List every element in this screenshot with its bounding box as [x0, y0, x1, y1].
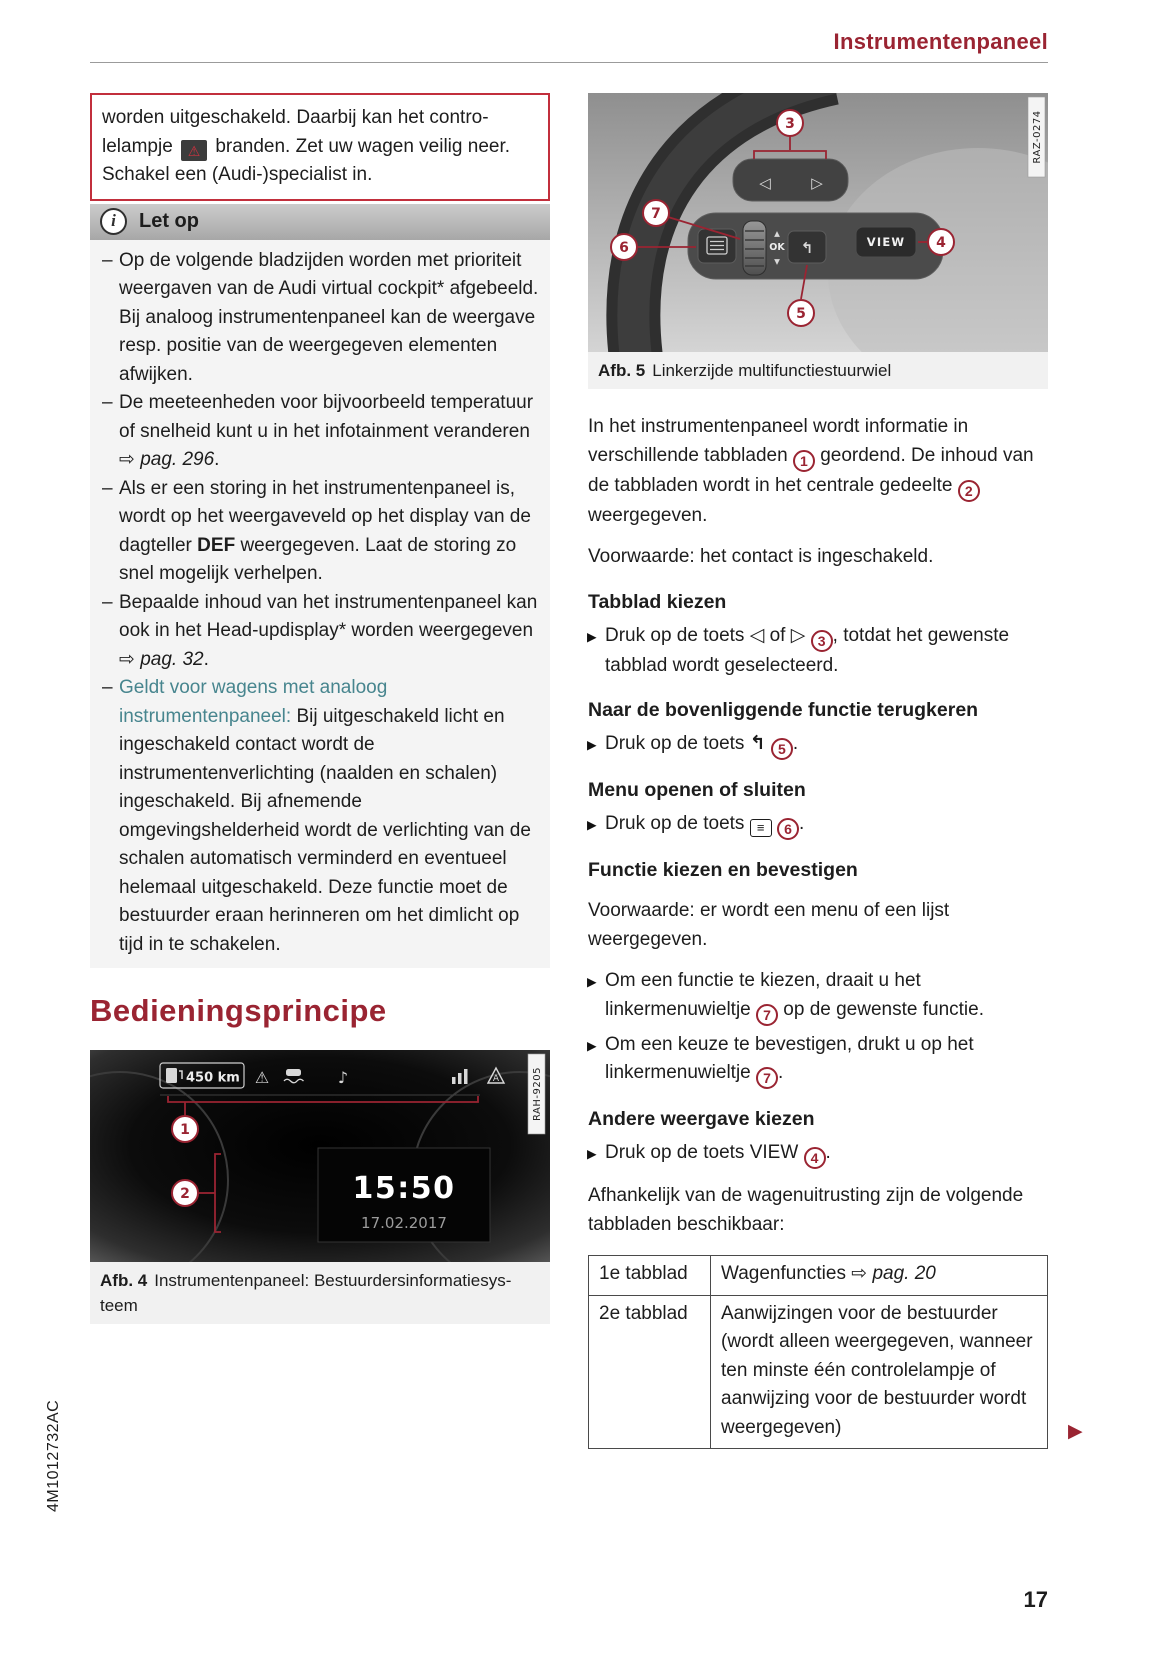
- fuel-range-value: 450 km: [186, 1070, 240, 1086]
- callout-ref-7: 7: [756, 1004, 778, 1026]
- document-code: 4M1012732AC: [45, 1399, 62, 1512]
- note-title: Let op: [139, 210, 199, 233]
- tab-right-key-icon: ▷: [790, 624, 806, 646]
- callout-6: [611, 234, 637, 260]
- clock-date: 17.02.2017: [361, 1214, 447, 1232]
- svg-text:3: 3: [785, 116, 795, 132]
- callout-5: [788, 300, 814, 326]
- right-column: [588, 93, 1048, 1449]
- note-item: – Als er een storing in het instrumentenpaneel is, wordt op het weergaveveld op het display van de dagteller DEF weergegeven. Laat de storing zo snel mogelijk verhelpen.: [102, 475, 540, 589]
- image-code-label: [1028, 97, 1045, 177]
- continuation-marker: ▶: [1068, 1421, 1083, 1442]
- svg-text:1: 1: [180, 1122, 190, 1138]
- heading-view: Andere weergave kiezen: [588, 1108, 815, 1130]
- table-row: [589, 1295, 1048, 1449]
- analog-panel-lead: Geldt voor wagens met analoog instrumentenpaneel:: [119, 677, 388, 727]
- figure-5-label: Afb. 5: [598, 361, 646, 380]
- svg-text:↰: ↰: [800, 239, 814, 257]
- instruction-menu: ▶ Druk op de toets ≡ 6 .: [588, 810, 1048, 840]
- condition-menu: Voorwaarde: er wordt een menu of een lijst weergegeven.: [588, 900, 950, 950]
- instruction-select-1: ▶ Om een functie te kiezen, draait u het linkermenuwieltje 7 op de gewenste functie.: [588, 967, 1048, 1026]
- figure-5-image: [588, 93, 1048, 352]
- tabs-table: [588, 1255, 1048, 1449]
- wheel-down-arrow: ▼: [774, 257, 780, 266]
- table-cell-value: Wagenfuncties ⇨ pag. 20: [711, 1256, 1048, 1296]
- warning-lamp-icon: ⚠: [181, 140, 207, 161]
- instruction-view: ▶ Druk op de toets VIEW 4 .: [588, 1139, 1048, 1169]
- tabs-intro: Afhankelijk van de wagenuitrusting zijn de volgende tabbladen beschikbaar:: [588, 1185, 1024, 1235]
- menu-button: [698, 229, 736, 263]
- svg-text:A: A: [492, 1074, 500, 1084]
- callout-4: [928, 229, 954, 255]
- svg-text:RAZ-0274: RAZ-0274: [1032, 110, 1043, 164]
- chapter-title: Instrumentenpaneel: [833, 29, 1048, 54]
- svg-text:6: 6: [619, 240, 629, 256]
- header-rule: [90, 62, 1048, 63]
- tab-left-button: ◁: [759, 174, 771, 192]
- left-thumbwheel: [743, 221, 766, 275]
- callout-ref-1: 1: [793, 450, 815, 472]
- back-key-icon: ↰: [749, 733, 766, 754]
- info-icon: i: [100, 208, 127, 235]
- heading-menu: Menu openen of sluiten: [588, 779, 806, 801]
- warning-text-after: branden. Zet uw wagen veilig neer. Schakel een (Audi-)specialist in.: [102, 135, 511, 185]
- callout-3: [777, 110, 803, 136]
- note-item: – Geldt voor wagens met analoog instrumentenpaneel: Bij uitgeschakeld licht en ingeschakeld contact wordt de instrumentenverlichting (naalden en schalen) ingeschakeld. Bij afnemende omgevingshelderheid wordt de verlichting van de schalen automatisch verminderd en eventueel helemaal uitgeschakeld. Deze functie moet de bestuurder eraan herinneren om het dimlicht op tijd in te schakelen.: [102, 674, 540, 959]
- svg-text:RAH-9205: RAH-9205: [532, 1067, 543, 1121]
- warning-triangle-icon: ⚠: [254, 1068, 270, 1087]
- note-header: [90, 204, 550, 240]
- def-indicator: DEF: [197, 534, 236, 556]
- table-cell-label: 1e tabblad: [589, 1256, 711, 1296]
- instrument-cluster-illustration: [90, 1050, 550, 1262]
- callout-ref-7: 7: [756, 1067, 778, 1089]
- tab-right-button: ▷: [811, 174, 823, 192]
- svg-text:VIEW: VIEW: [866, 235, 906, 249]
- svg-text:5: 5: [796, 306, 806, 322]
- page-reference: pag. 296: [140, 449, 215, 470]
- svg-text:7: 7: [651, 206, 661, 222]
- tab-left-key-icon: ◁: [749, 624, 765, 646]
- table-row: [589, 1256, 1048, 1296]
- note-body: [90, 240, 550, 969]
- section-title: Bedieningsprincipe: [90, 993, 387, 1028]
- ok-label: OK: [769, 242, 785, 253]
- heading-choose-tab: Tabblad kiezen: [588, 590, 727, 613]
- instruction-choose-tab: ▶ Druk op de toets ◁ of ▷ 3 , totdat het gewenste tabblad wordt geselecteerd.: [588, 622, 1048, 681]
- heading-back: Naar de bovenliggende functie terugkeren: [588, 699, 979, 721]
- svg-text:4: 4: [936, 235, 946, 251]
- condition-contact: Voorwaarde: het contact is ingeschakeld.: [588, 546, 934, 567]
- figure-4-label: Afb. 4: [100, 1271, 148, 1290]
- callout-ref-4: 4: [804, 1147, 826, 1169]
- note-item: – Bepaalde inhoud van het instrumentenpaneel kan ook in het Head-updisplay* worden weergegeven ⇨ pag. 32.: [102, 589, 540, 675]
- tab-buttons-panel: [733, 159, 848, 201]
- back-button: [788, 231, 826, 263]
- instruction-select-2: ▶ Om een keuze te bevestigen, drukt u op het linkermenuwieltje 7 .: [588, 1031, 1048, 1090]
- figure-4-image: [90, 1050, 550, 1262]
- menu-key-icon: ≡: [750, 819, 772, 837]
- page-number: 17: [1023, 1587, 1048, 1612]
- callout-ref-5: 5: [771, 738, 793, 760]
- callout-ref-2: 2: [958, 480, 980, 502]
- callout-1: [172, 1116, 198, 1142]
- callout-7: [643, 200, 669, 226]
- clock-time: 15:50: [352, 1171, 456, 1206]
- page-reference: pag. 32: [140, 648, 204, 670]
- wheel-up-arrow: ▲: [774, 229, 780, 238]
- warning-box: [90, 93, 550, 201]
- heading-select: Functie kiezen en bevestigen: [588, 859, 858, 881]
- callout-ref-6: 6: [777, 818, 799, 840]
- callout-2: [172, 1180, 198, 1206]
- steering-wheel-illustration: [588, 93, 1048, 352]
- page-reference: pag. 20: [872, 1263, 936, 1284]
- instruction-back: ▶ Druk op de toets ↰ 5 .: [588, 730, 1048, 760]
- figure-5-caption: Afb. 5 Linkerzijde multifunctiestuurwiel: [588, 352, 1048, 389]
- left-column: [90, 93, 550, 1324]
- image-code-label: [528, 1054, 545, 1134]
- note-item: – Op de volgende bladzijden worden met prioriteit weergaven van de Audi virtual cockpit* afgebeeld. Bij analoog instrumentenpaneel kan de weergave resp. positie van de weergegeven elementen afwijken.: [102, 247, 540, 390]
- view-button: [856, 227, 916, 257]
- table-cell-value: Aanwijzingen voor de bestuurder (wordt alleen weergegeven, wanneer ten minste één controlelampje of aanwijzing voor de bestuurder wordt weergegeven): [711, 1295, 1048, 1449]
- intro-paragraph: In het instrumentenpaneel wordt informatie in verschillende tabbladen 1 geordend. De inhoud van de tabbladen wordt in het centrale gedeelte 2 weergegeven.: [588, 416, 1034, 526]
- note-box: [90, 204, 550, 969]
- callout-ref-3: 3: [811, 630, 833, 652]
- figure-4-caption: Afb. 4 Instrumentenpaneel: Bestuurdersinformatiesysteem: [90, 1262, 550, 1324]
- warning-text-before: worden uitgeschakeld. Daarbij kan het contro-lelampje: [102, 107, 489, 157]
- svg-text:2: 2: [180, 1186, 190, 1202]
- music-note-icon: ♪: [337, 1068, 349, 1087]
- note-item: – De meeteenheden voor bijvoorbeeld temperatuur of snelheid kunt u in het infotainment veranderen ⇨ pag. 296.: [102, 389, 540, 475]
- table-cell-label: 2e tabblad: [589, 1295, 711, 1449]
